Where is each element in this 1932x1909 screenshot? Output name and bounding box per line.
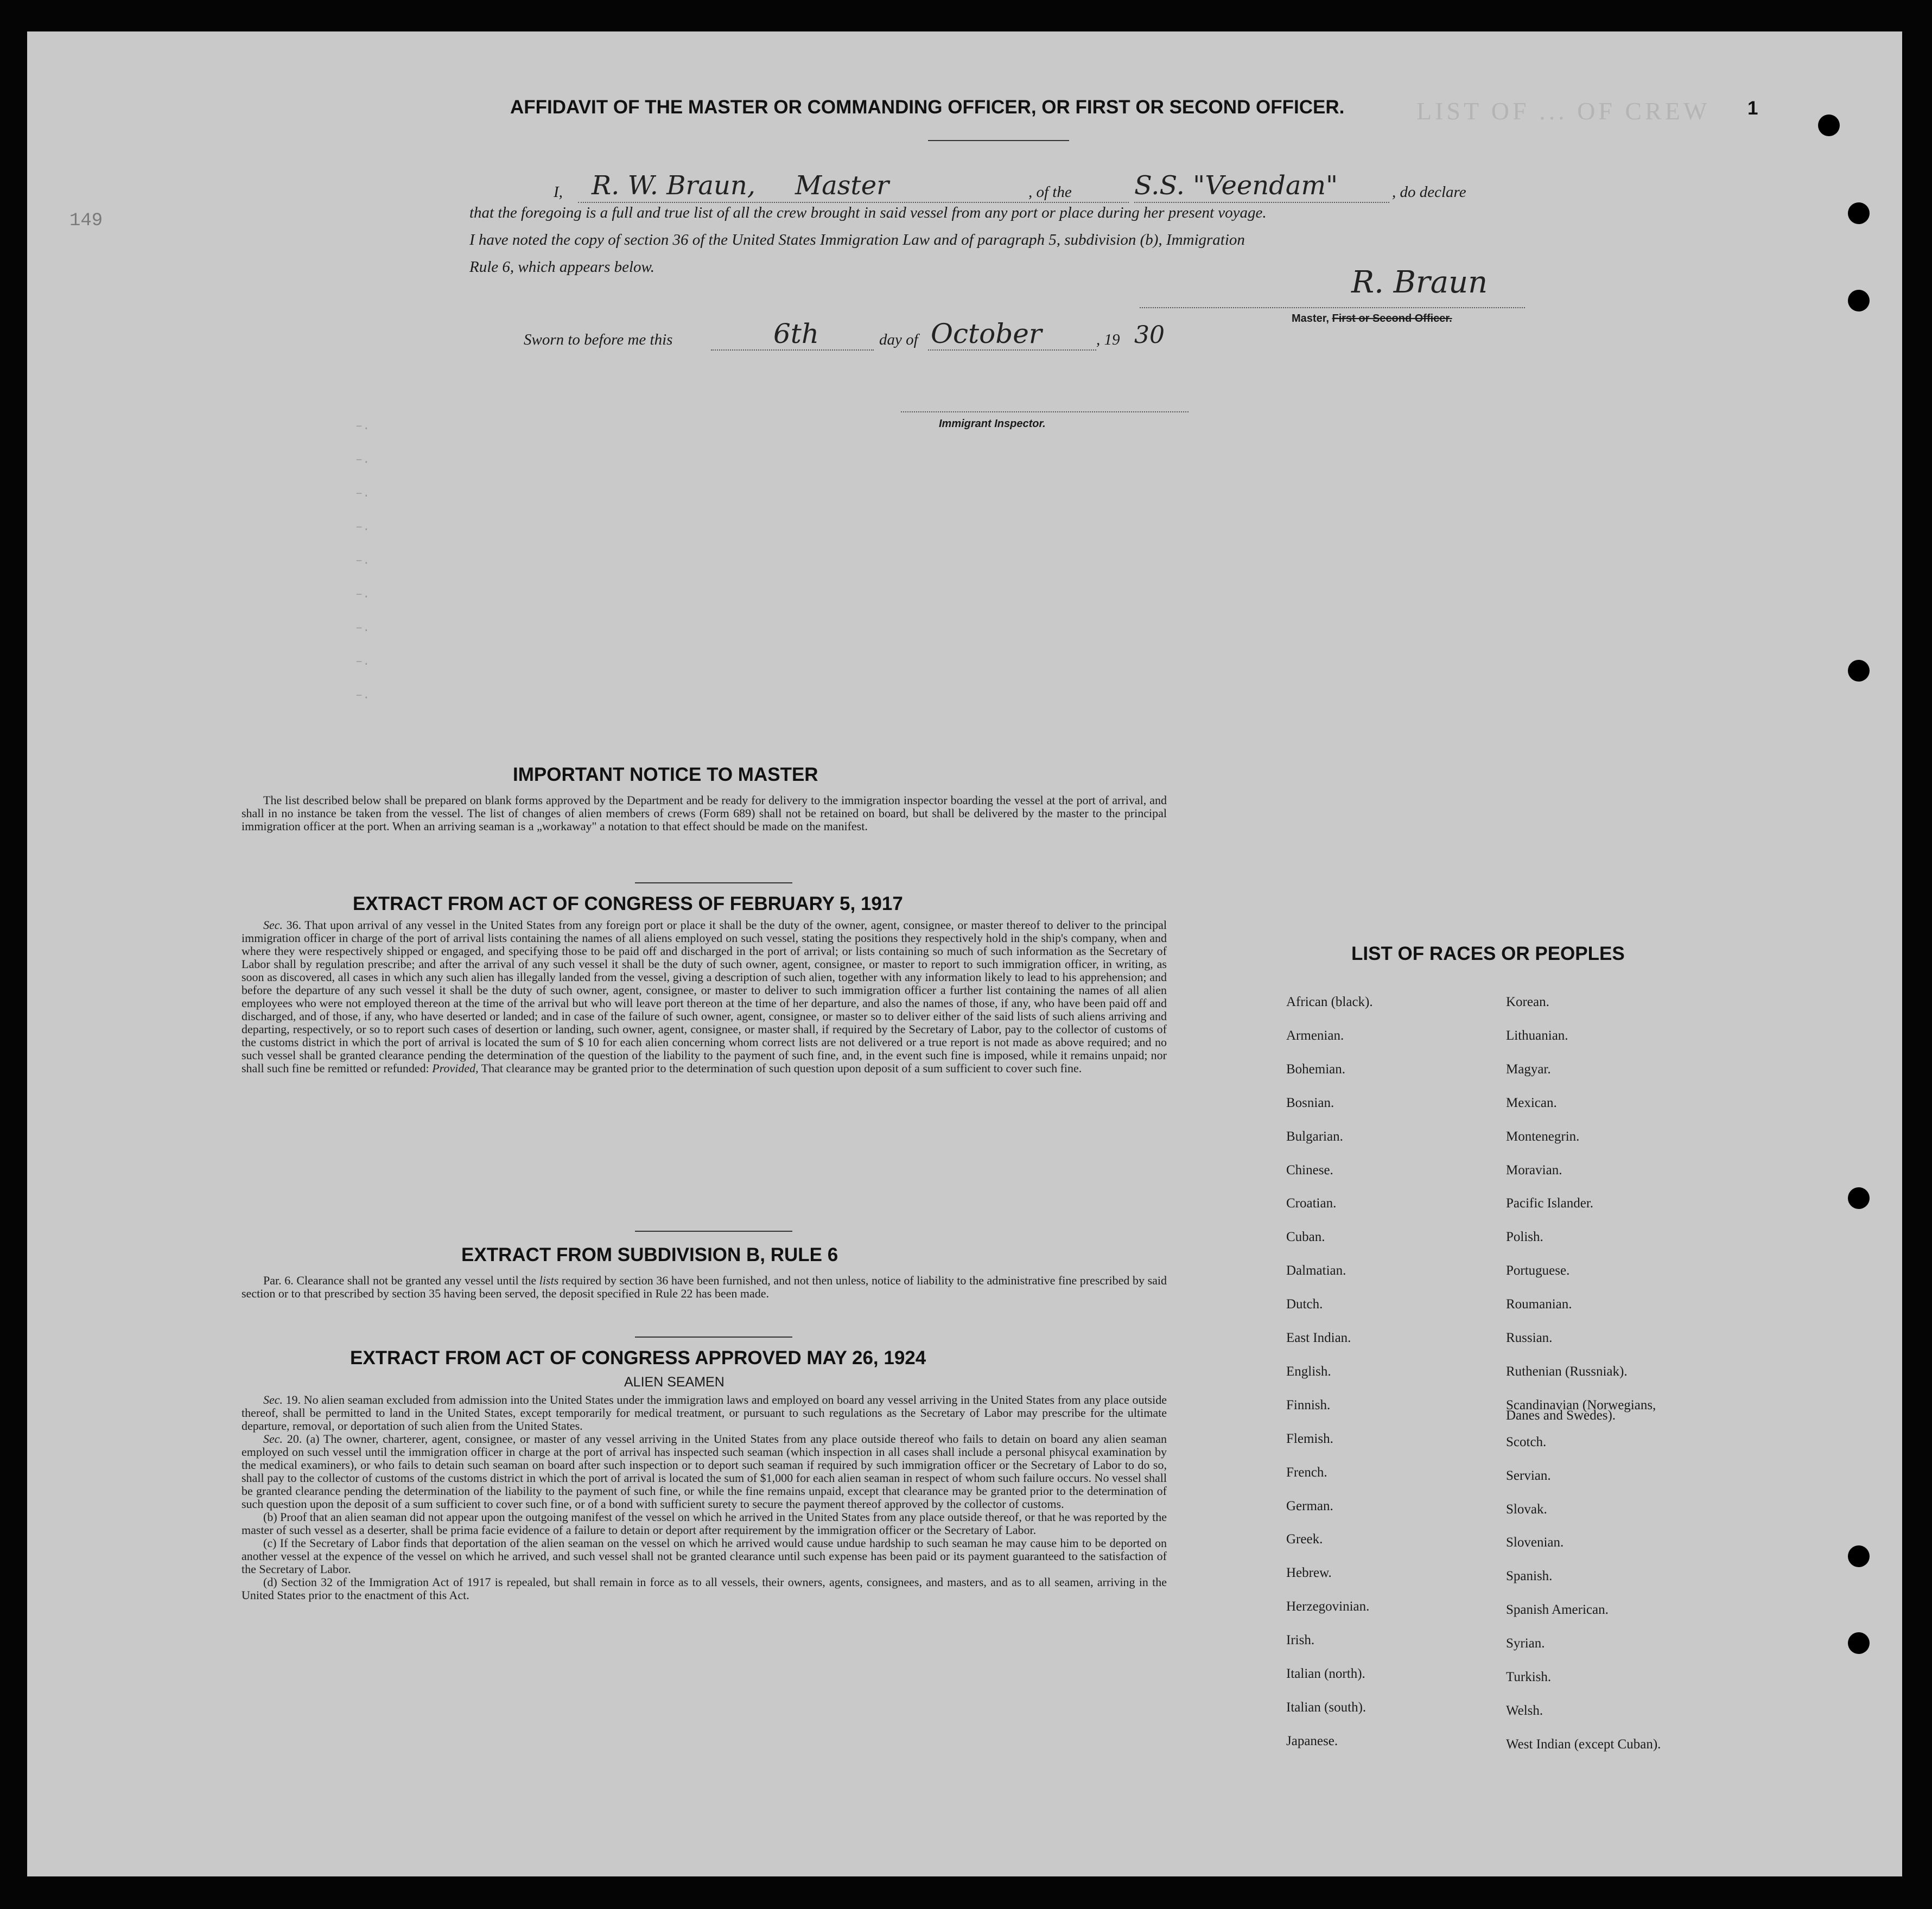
declaration-line-3: I have noted the copy of section 36 of the United States Immigration Law and of paragraph 5, subdivision (b), Immigration — [469, 231, 1245, 249]
binder-hole — [1848, 202, 1870, 224]
race-item: Portuguese. — [1506, 1263, 1570, 1278]
race-item: Dutch. — [1286, 1297, 1323, 1312]
notice-title: IMPORTANT NOTICE TO MASTER — [513, 764, 818, 785]
race-item: Russian. — [1506, 1331, 1553, 1345]
race-item: Hebrew. — [1286, 1566, 1332, 1581]
race-item: Flemish. — [1286, 1431, 1333, 1446]
rule6-lists: lists — [539, 1274, 559, 1287]
race-item: Armenian. — [1286, 1028, 1344, 1043]
bleed-through-mark: –. — [355, 621, 370, 635]
extract-1924-text — [242, 1393, 1167, 1602]
race-item: Roumanian. — [1506, 1297, 1572, 1312]
binder-hole — [1848, 1187, 1870, 1209]
binder-hole — [1848, 660, 1870, 682]
year-prefix: , 19 — [1096, 331, 1120, 348]
race-item: Ruthenian (Russniak). — [1506, 1364, 1628, 1379]
rule6-part-a: Par. 6. Clearance shall not be granted any vessel until the — [263, 1274, 537, 1287]
race-item: Spanish American. — [1506, 1602, 1609, 1618]
race-item: Magyar. — [1506, 1061, 1551, 1077]
sec-20a-body: 20. (a) The owner, charterer, agent, consignee, or master of any vessel arriving in the United States from any place outside thereof who fails to detain on board any alien seaman employed on such vessel until the immigration officer in charge at the port of arrival has inspected such seaman (which inspection in all cases shall include a personal phisycal examination by the medical examiners), or who fails to detain such seaman on board after such inspection or to deport such seaman if required by such immigration officer or the Secretary of Labor to do so, shall pay to the collector of customs of the customs district in which the port of arrival is located the sum of $1,000 for each alien seaman in respect of whom such failure occurs. No vessel shall be granted clearance pending the determination of the liability to the payment of such fine, or while the fine remains unpaid, except that clearance may be granted prior to the determination of such question upon the deposit of a sum sufficient to cover such fine, or of a bond with sufficient surety to secure the payment thereof approved by the collector of customs. — [242, 1432, 1167, 1511]
race-item: Polish. — [1506, 1230, 1543, 1245]
race-item: Pacific Islander. — [1506, 1196, 1594, 1211]
title-rule — [928, 140, 1069, 141]
race-item: English. — [1286, 1364, 1331, 1379]
extract-1924-subtitle: ALIEN SEAMEN — [624, 1375, 724, 1390]
extract-rule6-text — [242, 1274, 1167, 1300]
binder-hole — [1848, 1545, 1870, 1567]
extract-rule6-title: EXTRACT FROM SUBDIVISION B, RULE 6 — [461, 1244, 838, 1265]
bleed-through-mark: –. — [355, 655, 370, 669]
signature-line — [1140, 307, 1525, 308]
caption-officer-struck: First or Second Officer. — [1332, 313, 1452, 324]
race-item: Bulgarian. — [1286, 1129, 1343, 1144]
bleed-through-mark: –. — [355, 588, 370, 601]
extract-1917-title: EXTRACT FROM ACT OF CONGRESS OF FEBRUARY 5, 1917 — [353, 893, 903, 914]
race-item: Irish. — [1286, 1633, 1315, 1648]
master-signature: R. Braun — [1351, 265, 1488, 300]
race-item: German. — [1286, 1498, 1333, 1513]
race-item: Japanese. — [1286, 1733, 1338, 1748]
race-item: Syrian. — [1506, 1636, 1545, 1651]
race-item: Bosnian. — [1286, 1095, 1334, 1110]
race-item: Korean. — [1506, 995, 1549, 1009]
extract-1917-rule — [635, 1231, 792, 1232]
bleed-through-mark: –. — [355, 554, 370, 568]
race-item: Moravian. — [1506, 1162, 1562, 1178]
sec-20d-body: (d) Section 32 of the Immigration Act of 1917 is repealed, but shall remain in force as to all vessels, their owners, agents, consignees, and masters, and as to all seamen, arriving in the United States prior to the enactment of this Act. — [242, 1575, 1167, 1602]
extract-rule6-rule — [635, 1337, 792, 1338]
sec-20b-body: (b) Proof that an alien seaman did not appear upon the outgoing manifest of the vessel on which he arrived in the United States from any place outside thereof, or that he was reported by the master of such vessel as a deserter, shall be prima facie evidence of a failure to detain or deport after requirement by the immigration officer or the Secretary of Labor. — [242, 1510, 1167, 1537]
inspector-caption: Immigrant Inspector. — [939, 418, 1046, 430]
sec-19-label: Sec. — [263, 1393, 283, 1407]
race-item: Finnish. — [1286, 1397, 1331, 1412]
master-name-handwritten: R. W. Braun, — [592, 170, 756, 201]
race-item: Montenegrin. — [1506, 1129, 1580, 1144]
race-item: Dalmatian. — [1286, 1263, 1346, 1278]
sworn-label: Sworn to before me this — [524, 331, 673, 348]
race-item: French. — [1286, 1465, 1327, 1480]
race-item: Scotch. — [1506, 1434, 1547, 1449]
affidavit-title: AFFIDAVIT OF THE MASTER OR COMMANDING OFFICER, OR FIRST OR SECOND OFFICER. — [510, 97, 1345, 118]
race-item: Croatian. — [1286, 1196, 1337, 1211]
bleed-through-header: LIST OF ... OF CREW — [1416, 97, 1711, 125]
day-blank-line — [711, 349, 874, 351]
race-item: East Indian. — [1286, 1331, 1351, 1345]
declaration-line-4: Rule 6, which appears below. — [469, 258, 654, 276]
sec-36-label: Sec. — [263, 918, 283, 932]
provided-label: Provided, — [432, 1061, 479, 1075]
race-item: Mexican. — [1506, 1095, 1557, 1110]
caption-master: Master, — [1292, 313, 1329, 324]
signature-caption — [1292, 313, 1452, 325]
sworn-year-handwritten: 30 — [1134, 321, 1165, 349]
sworn-line — [524, 319, 1229, 357]
declaration-pronoun: I, — [554, 183, 563, 201]
race-item: Spanish. — [1506, 1569, 1553, 1584]
sworn-month-handwritten: October — [931, 318, 1042, 349]
document-page — [27, 31, 1902, 1876]
bleed-through-mark: –. — [355, 520, 370, 534]
bleed-through-mark: –. — [355, 419, 370, 433]
extract-1924-title: EXTRACT FROM ACT OF CONGRESS APPROVED MAY 26, 1924 — [350, 1347, 926, 1369]
race-item: Greek. — [1286, 1532, 1323, 1547]
race-item: Slovak. — [1506, 1501, 1547, 1517]
bleed-through-mark: –. — [355, 487, 370, 500]
day-of-label: day of — [879, 331, 918, 348]
vessel-blank-line — [1134, 202, 1389, 203]
race-item: Slovenian. — [1506, 1535, 1564, 1550]
side-page-number: 149 — [69, 211, 103, 231]
races-title: LIST OF RACES OR PEOPLES — [1351, 943, 1625, 964]
page-number: 1 — [1747, 98, 1758, 119]
race-item: Cuban. — [1286, 1230, 1325, 1245]
sec-20c-body: (c) If the Secretary of Labor finds that deportation of the alien seaman on the vessel on which he arrived would cause undue hardship to such seaman he may cause him to be deported on another vessel at the expence of the vessel on which he arrived, and such vessel shall not be granted clearance until such expense has been paid or its payment guaranteed to the satisfaction of the Secretary of Labor. — [242, 1536, 1167, 1576]
race-item: Italian (north). — [1286, 1666, 1365, 1681]
binder-hole — [1848, 1632, 1870, 1654]
do-declare-label: , do declare — [1392, 183, 1466, 201]
of-the-label: , of the — [1028, 183, 1072, 201]
binder-hole — [1818, 114, 1840, 136]
inspector-line — [901, 411, 1189, 412]
notice-rule — [635, 882, 792, 883]
race-item: Welsh. — [1506, 1703, 1543, 1718]
race-item: Herzegovinian. — [1286, 1599, 1370, 1614]
race-item: Bohemian. — [1286, 1061, 1346, 1077]
sec-19-body: 19. No alien seaman excluded from admission into the United States under the immigration laws and employed on board any vessel arriving in the United States from any place outside thereof, shall be permitted to land in the United States, except temporarily for medical treatment, or pursuant to such regulations as the Secretary of Labor may prescribe for the ultimate departure, removal, or deportation of such alien from the United States. — [242, 1393, 1167, 1433]
sec-36-proviso: That clearance may be granted prior to the determination of such question upon deposit of a sum sufficient to cover such fine. — [481, 1061, 1082, 1075]
bleed-through-mark: –. — [355, 453, 370, 467]
race-item: Scandinavian (Norwegians, — [1506, 1397, 1656, 1412]
race-item: African (black). — [1286, 995, 1373, 1009]
sec-36-body: 36. That upon arrival of any vessel in the United States from any foreign port or place it shall be the duty of the owner, agent, consignee, or master thereof to deliver to the principal immigration officer in charge of the port of arrival lists containing the names of all aliens employed on such vessel, stating the positions they respectively hold in the ship's company, when and where they were respectively shipped or engaged, and specifying those to be paid off and discharged in the port of arrival; or lists containing so much of such information as the Secretary of Labor shall by regulation prescribe; and after the arrival of any such vessel it shall be the duty of such owner, agent, consignee, or master to report to such immigration officer, in writing, as soon as discovered, all cases in which any such alien has illegally landed from the vessel, giving a description of such alien, together with any information likely to lead to his apprehension; and before the departure of any such vessel it shall be the duty of such owner, agent, consignee, or master to deliver to such immigration officer a further list containing the names of all alien employees who were not employed thereon at the time of the arrival but who will leave port thereon at the time of her departure, and also the names of those, if any, who have been paid off and discharged, and of those, if any, who have deserted or landed; and in case of the failure of such owner, agent, consignee, or master so to deliver either of the said lists of such aliens arriving and departing, respectively, or so to report such cases of desertion or landing, such owner, agent, consignee, or master shall, if required by the Secretary of Labor, pay to the collector of customs of the customs district in which the port of arrival is located the sum of $ 10 for each alien concerning whom correct lists are not delivered or a true report is not made as above required; and no such vessel shall be granted clearance pending the determination of the question of the liability to the payment of such fine, and, in the event such fine is imposed, while it remains unpaid; nor shall such fine be remitted or refunded: — [242, 918, 1167, 1075]
notice-text: The list described below shall be prepared on blank forms approved by the Department and be ready for delivery to the immigration inspector boarding the vessel at the port of arrival, and shall in no instance be taken from the vessel. The list of changes of alien members of crews (Form 689) shall not be retained on board, but shall be delivered by the master to the principal immigration officer at the port. When an arriving seaman is a „workaway" a notation to that effect should be made on the manifest. — [242, 793, 1167, 833]
extract-1917-text — [242, 919, 1167, 1075]
sworn-day-handwritten: 6th — [773, 318, 819, 349]
rank-handwritten: Master — [795, 170, 889, 201]
race-item: Servian. — [1506, 1468, 1551, 1483]
race-item: Italian (south). — [1286, 1700, 1367, 1715]
vessel-name-handwritten: S.S. "Veendam" — [1134, 170, 1338, 201]
sec-20-label: Sec. — [263, 1432, 283, 1446]
month-blank-line — [928, 349, 1096, 351]
rule6-part-b: required by section 36 have been furnished, and not then unless, notice of liability to the administrative fine prescribed by said section or to that prescribed by section 35 having been served, the deposit specified in Rule 22 has been made. — [242, 1274, 1167, 1300]
declaration-line-2: that the foregoing is a full and true list of all the crew brought in said vessel from any port or place during her present voyage. — [469, 204, 1267, 221]
race-item: Chinese. — [1286, 1162, 1333, 1178]
race-scandinavian-continued: Danes and Swedes). — [1506, 1408, 1616, 1423]
binder-hole — [1848, 290, 1870, 311]
bleed-through-mark: –. — [355, 689, 370, 702]
declaration-blank-line — [578, 202, 1129, 203]
race-item: Lithuanian. — [1506, 1028, 1568, 1043]
race-item: West Indian (except Cuban). — [1506, 1736, 1661, 1752]
race-item: Turkish. — [1506, 1670, 1552, 1684]
